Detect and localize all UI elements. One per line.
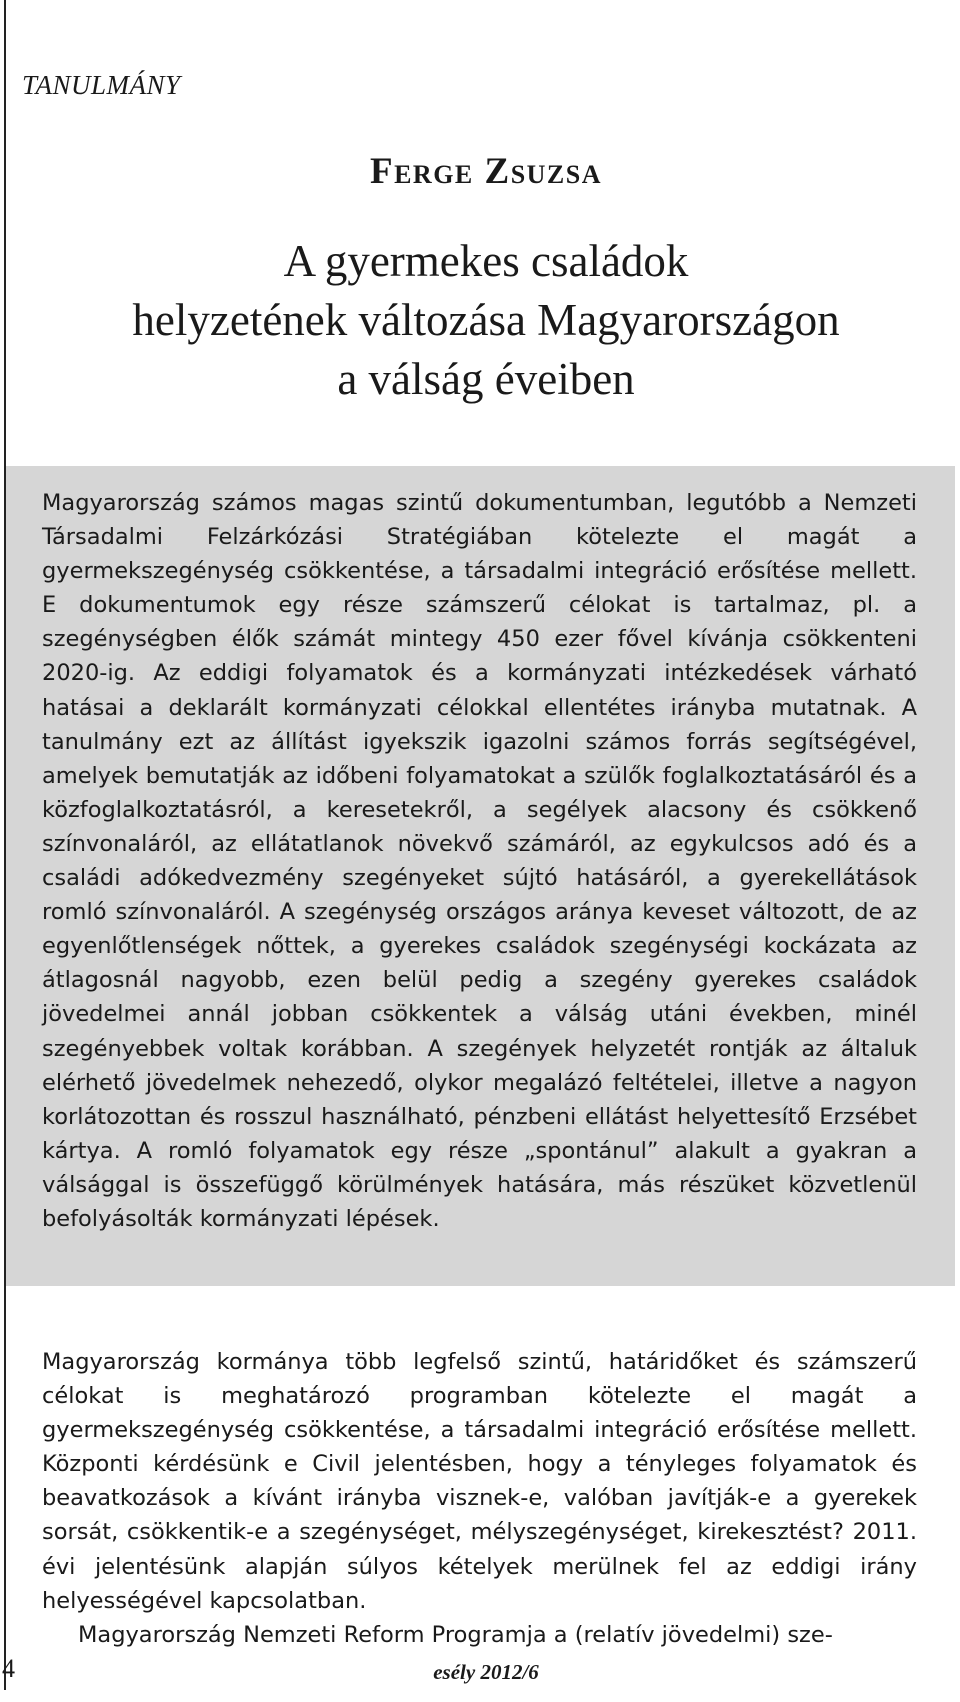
article-title-line: a válság éveiben	[337, 354, 635, 404]
article-title-line: A gyermekes családok	[283, 236, 689, 286]
article-body	[42, 1345, 917, 1652]
page-number: 4	[2, 1654, 15, 1683]
journal-footer: esély 2012/6	[433, 1660, 539, 1684]
article-title	[0, 232, 960, 409]
article-title-line: helyzetének változása Magyarországon	[132, 295, 840, 345]
body-paragraph: Magyarország kormánya több legfelső szintű, határidőket és számszerű célokat is meghatározó programban kötelezte el magát a gyermekszegénység csökkentése, a társadalmi integráció erősítése mellett. Központi kérdésünk e Civil jelentésben, hogy a tényleges folyamatok és beavatkozások a kívánt irányba visznek-e, valóban javítják-e a gyerekek sorsát, csökkentik-e a szegénységet, mélyszegénységet, kirekesztést? 2011. évi jelentésünk alapján súlyos kételyek merülnek fel az eddigi irány helyességével kapcsolatban.	[42, 1349, 917, 1614]
abstract-text: Magyarország számos magas szintű dokumentumban, legutóbb a Nemzeti Társadalmi Felzárkózási Stratégiában kötelezte el magát a gyermekszegénység csökkentése, a társadalmi integráció erősítése mellett. E dokumentumok egy része számszerű célokat is tartalmaz, pl. a szegénységben élők számát mintegy 450 ezer fővel kívánja csökkenteni 2020-ig. Az eddigi folyamatok és a kormányzati intézkedések várható hatásai a deklarált kormányzati célokkal ellentétes irányba mutatnak. A tanulmány ezt az állítást igyekszik igazolni számos forrás segítségével, amelyek bemutatják az időbeni folyamatokat a szülők foglalkoztatásáról és a közfoglalkoztatásról, a keresetekről, a segélyek alacsony és csökkenő színvonaláról, az ellátatlanok növekvő számáról, az egykulcsos adó és a családi adókedvezmény szegényeket sújtó hatásáról, a gyerekellátások romló színvonaláról. A szegénység országos aránya keveset változott, de az egyenlőtlenségek nőttek, a gyerekes családok szegénységi kockázata az átlagosnál nagyobb, ezen belül pedig a szegény gyerekes családok jövedelmei annál jobban csökkentek a válság utáni években, minél szegényebbek voltak korábban. A szegények helyzetét rontják az általuk elérhető jövedelmek nehezedő, olykor megalázó feltételei, illetve a nagyon korlátozottan és rosszul használható, pénzbeni ellátást helyettesítő Erzsébet kártya. A romló folyamatok egy része „spontánul” alakult a gyakran a válsággal is összefüggő körülmények hatására, más részüket közvetlenül befolyásolták kormányzati lépések.	[42, 490, 917, 1232]
body-paragraph: Magyarország Nemzeti Reform Programja a (relatív jövedelmi) sze-	[78, 1621, 833, 1648]
author-name: Ferge Zsuzsa	[369, 151, 603, 192]
section-label: TANULMÁNY	[22, 70, 181, 100]
